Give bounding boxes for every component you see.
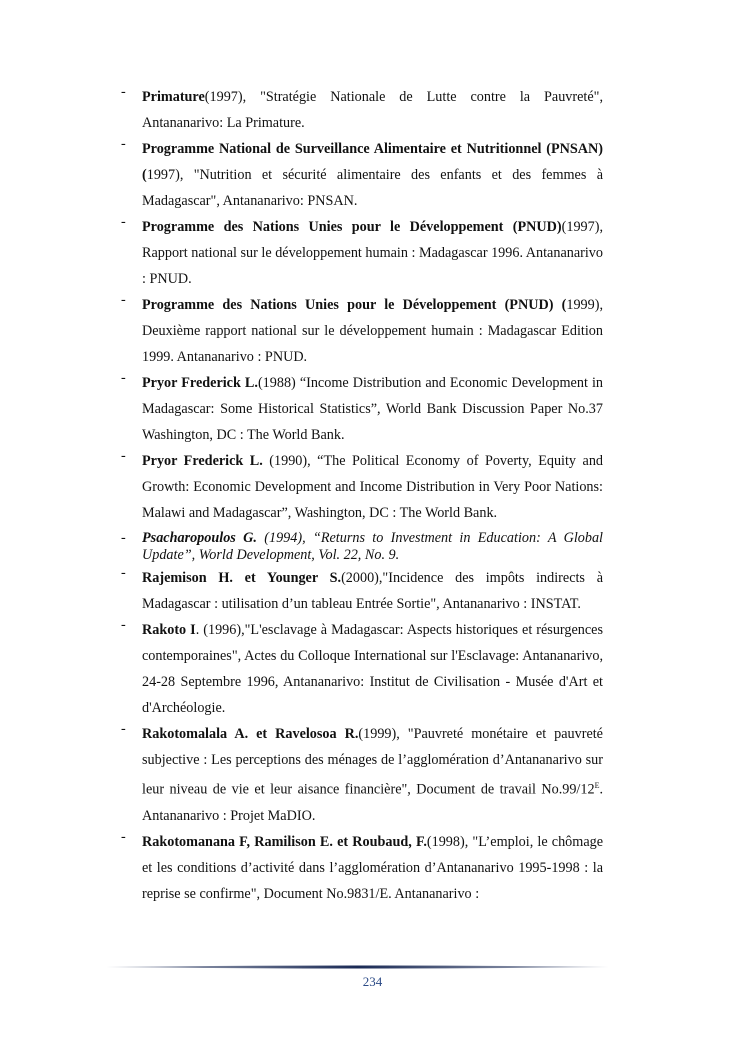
list-bullet: - [121, 292, 126, 308]
reference-entry [121, 136, 603, 214]
reference-author: Psacharopoulos G. [142, 530, 257, 546]
reference-entry [121, 721, 603, 829]
list-bullet: - [121, 448, 126, 464]
list-bullet: - [121, 565, 126, 581]
reference-entry [121, 84, 603, 136]
reference-entry [121, 565, 603, 617]
reference-text: (1990), “The Political Economy of Poverty, Equity and Growth: Economic Development and Income Distribution in Very Poor Nations: Malawi and Madagascar”, Washington, DC : The World Bank. [142, 453, 604, 521]
reference-entry [121, 370, 603, 448]
reference-list [121, 84, 603, 907]
list-bullet: - [121, 84, 126, 100]
list-bullet: - [121, 136, 126, 152]
reference-text: (2000),"Incidence des impôts indirects à Madagascar : utilisation d’un tableau Entrée Sortie", Antananarivo : INSTAT. [142, 570, 603, 612]
reference-text: (1998), "L’emploi, le chômage et les conditions d’activité dans l’agglomération d’Antananarivo 1995-1998 : la reprise se confirme", Document No.9831/E. Antananarivo : [142, 833, 604, 902]
list-bullet: - [121, 530, 126, 546]
list-bullet: - [121, 721, 126, 737]
reference-author: Rakotomalala A. et Ravelosoa R. [142, 726, 359, 742]
reference-author: Primature [142, 89, 205, 105]
reference-author: Pryor Frederick L. [142, 375, 258, 391]
list-bullet: - [121, 370, 126, 386]
reference-text: (1994), “Returns to Investment in Education: A Global Update”, World Development, Vol. 22, No. 9. [142, 530, 604, 563]
reference-author: Programme des Nations Unies pour le Développement (PNUD) ( [142, 297, 567, 313]
reference-entry [121, 214, 603, 292]
reference-entry [121, 617, 603, 721]
list-bullet: - [121, 214, 126, 230]
reference-author: Rakoto I [142, 622, 196, 638]
reference-author: Rakotomanana F, Ramilison E. et Roubaud, F. [142, 833, 427, 850]
reference-author: Pryor Frederick L. [142, 453, 263, 469]
reference-text: (1988) “Income Distribution and Economic Development in Madagascar: Some Historical Statistics”, World Bank Discussion Paper No.37 Washington, DC : The World Bank. [142, 375, 603, 443]
list-bullet: - [121, 617, 126, 633]
reference-text: 1997), "Nutrition et sécurité alimentaire des enfants et des femmes à Madagascar", Antananarivo: PNSAN. [142, 167, 603, 209]
list-bullet: - [121, 828, 126, 845]
reference-text: . (1996),"L'esclavage à Madagascar: Aspects historiques et résurgences contemporaines", Actes du Colloque International sur l'Esclavage: Antananarivo, 24-28 Septembre 1996, Antananarivo: Institut de Civilisation - Musée d'Art et d'Archéologie. [142, 622, 603, 716]
reference-author: Programme des Nations Unies pour le Développement (PNUD) [142, 219, 562, 235]
reference-text: 1999), Deuxième rapport national sur le développement humain : Madagascar Edition 1999. Antananarivo : PNUD. [142, 297, 603, 365]
reference-text-tail: . Antananarivo : Projet MaDIO. [142, 781, 603, 824]
reference-entry [121, 292, 603, 370]
page-number: 234 [362, 974, 383, 989]
reference-text: (1997), Rapport national sur le développement humain : Madagascar 1996. Antananarivo : PNUD. [142, 219, 603, 287]
reference-text: (1999), "Pauvreté monétaire et pauvreté subjective : Les perceptions des ménages de l’agglomération d’Antananarivo sur leur niveau de vie et leur aisance financière", Document de travail No.99/12 [142, 726, 603, 798]
reference-entry [121, 526, 603, 565]
reference-entry [121, 829, 603, 907]
reference-author: Programme National de Surveillance Alimentaire et Nutritionnel (PNSAN) ( [142, 141, 603, 183]
superscript: E [594, 781, 600, 790]
reference-entry [121, 448, 603, 526]
footer-rule [106, 964, 609, 970]
reference-text: (1997), "Stratégie Nationale de Lutte contre la Pauvreté", Antananarivo: La Primature. [142, 89, 603, 131]
reference-author: Rajemison H. et Younger S. [142, 570, 342, 586]
